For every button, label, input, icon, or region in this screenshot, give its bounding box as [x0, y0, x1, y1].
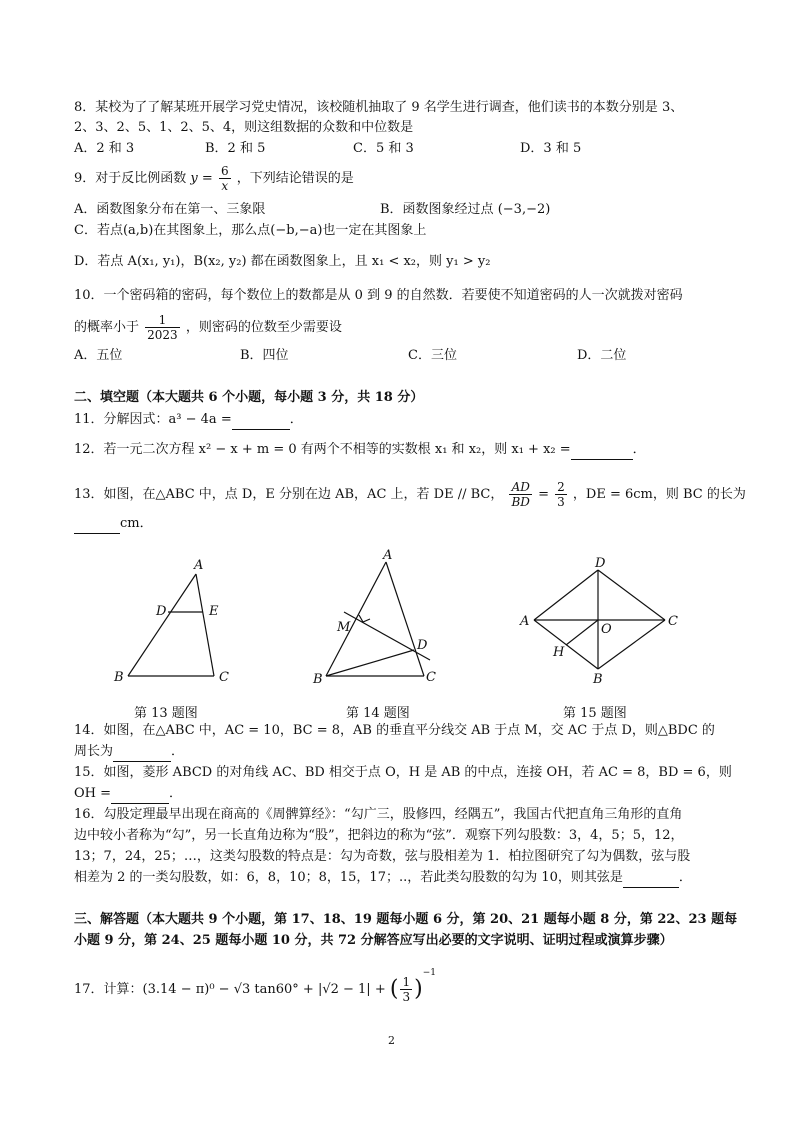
q16-line3: 13；7，24，25；…，这类勾股数的特点是：勾为奇数，弦与股相差为 1．柏拉图研究了勾为偶数，弦与股	[74, 849, 691, 864]
fig15-label-c: C	[668, 614, 678, 629]
q16-line4: 相差为 2 的一类勾股数，如：6，8，10；8，15，17；..，若此类勾股数的勾为 10，则其弦是 ．	[74, 868, 692, 888]
q13-fraction-2-3: $\frac{2}{3}$	[557, 480, 565, 509]
q8-line2: 2、3、2、5、1、2、5、4，则这组数据的众数和中位数是	[74, 120, 414, 135]
fig13-label-d: D	[156, 604, 167, 619]
q10-option-a: A．五位	[74, 348, 123, 363]
q9-stem: 9．对于反比例函数 y = $\frac{6}{x}$ ，下列结论错误的是	[74, 164, 354, 193]
fig14-label-b: B	[313, 672, 323, 687]
section-3-line1: 三、解答题（本大题共 9 个小题，第 17、18、19 题每小题 6 分，第 20、21 题每小题 8 分，第 22、23 题每	[74, 912, 738, 927]
q14-line2: 周长为 ．	[74, 742, 184, 762]
fig13-label-a: A	[194, 558, 204, 573]
q10-line2: 的概率小于 $\frac{1}{2023}$ ，则密码的位数至少需要设	[74, 313, 342, 342]
fig14-label-d: D	[417, 638, 428, 653]
q9-stem-a: 9．对于反比例函数	[74, 171, 187, 186]
figure-14-caption: 第 14 题图	[346, 706, 410, 721]
fig15-label-d: D	[595, 556, 606, 571]
figure-14	[326, 562, 430, 676]
q8-option-d: D．3 和 5	[520, 141, 582, 156]
q16-line2: 边中较小者称为“勾”，另一长直角边称为“股”，把斜边的称为“弦”．观察下列勾股数：3，4，5；5，12，	[74, 828, 684, 843]
q13-line2: cm．	[74, 514, 153, 534]
fig15-label-a: A	[520, 614, 530, 629]
q14-line1: 14．如图，在△ABC 中，AC = 10，BC = 8，AB 的垂直平分线交 AB 于点 M，交 AC 于点 D，则△BDC 的	[74, 723, 715, 738]
fig14-label-a: A	[383, 548, 393, 563]
figure-13-caption: 第 13 题图	[134, 706, 198, 721]
q10-fraction: $\frac{1}{2023}$	[147, 313, 178, 342]
fig15-label-b: B	[593, 672, 603, 687]
q9-stem-b: ，下列结论错误的是	[236, 171, 354, 186]
q9-option-b: B．函数图象经过点 (−3,−2)	[380, 202, 551, 217]
figure-15-caption: 第 15 题图	[563, 706, 627, 721]
q9-option-d: D．若点 A(x₁, y₁)，B(x₂, y₂) 都在函数图象上，且 x₁ < x₂，则 y₁ > y₂	[74, 254, 491, 269]
q10-line1: 10．一个密码箱的密码，每个数位上的数都是从 0 到 9 的自然数．若要使不知道密码的人一次就拨对密码	[74, 288, 683, 303]
q13-line1: 13．如图，在△ABC 中，点 D，E 分别在边 AB，AC 上，若 DE // BC， $\frac{AD}{BD}$ = $\frac{2}{3}$ ，DE = 6cm，则 BC 的长为	[74, 480, 746, 509]
q9-fraction: $\frac{6}{x}$	[220, 164, 229, 193]
q12: 12．若一元二次方程 x² − x + m = 0 有两个不相等的实数根 x₁ 和 x₂，则 x₁ + x₂ = ．	[74, 440, 646, 460]
fig13-label-e: E	[209, 604, 219, 619]
q17: 17．计算：(3.14 − π)⁰ − √3 tan60° + |√2 − 1| + ( $\frac{1}{3}$ )$^{-1}$	[74, 968, 436, 1004]
q8-option-c: C．5 和 3	[353, 141, 414, 156]
q10-option-b: B．四位	[240, 348, 289, 363]
q15-line2: OH = ．	[74, 784, 182, 804]
q13-fraction-ad-bd: $\frac{AD}{BD}$	[511, 480, 530, 509]
q9-option-a: A．函数图象分布在第一、三象限	[74, 202, 266, 217]
q17-fraction: $\frac{1}{3}$	[402, 975, 411, 1004]
figure-15	[534, 570, 665, 669]
q16-line1: 16．勾股定理最早出现在商高的《周髀算经》：“勾广三，股修四，经隅五”，我国古代把直角三角形的直角	[74, 807, 683, 822]
fig14-label-m: M	[337, 620, 351, 635]
section-2-title: 二、填空题（本大题共 6 个小题，每小题 3 分，共 18 分）	[74, 390, 424, 405]
fig14-label-c: C	[426, 670, 436, 685]
q8-option-b: B．2 和 5	[205, 141, 266, 156]
q8-line1: 8．某校为了了解某班开展学习党史情况，该校随机抽取了 9 名学生进行调查，他们读书的本数分别是 3、	[74, 100, 684, 115]
fig13-label-b: B	[114, 670, 124, 685]
q10-option-d: D．二位	[577, 348, 627, 363]
q8-option-a: A．2 和 3	[74, 141, 135, 156]
q15-line1: 15．如图，菱形 ABCD 的对角线 AC、BD 相交于点 O，H 是 AB 的中点，连接 OH，若 AC = 8，BD = 6，则	[74, 765, 732, 780]
q11: 11．分解因式：a³ − 4a = ．	[74, 410, 303, 430]
fig15-label-o: O	[601, 622, 612, 637]
fig15-label-h: H	[553, 645, 565, 660]
section-3-line2: 小题 9 分，第 24、25 题每小题 10 分，共 72 分解答应写出必要的文字说明、证明过程或演算步骤）	[74, 933, 673, 948]
q10-option-c: C．三位	[408, 348, 457, 363]
q9-option-c: C．若点(a,b)在其图象上，那么点(−b,−a)也一定在其图象上	[74, 223, 427, 238]
page-number: 2	[388, 1034, 395, 1047]
fig13-label-c: C	[219, 670, 229, 685]
